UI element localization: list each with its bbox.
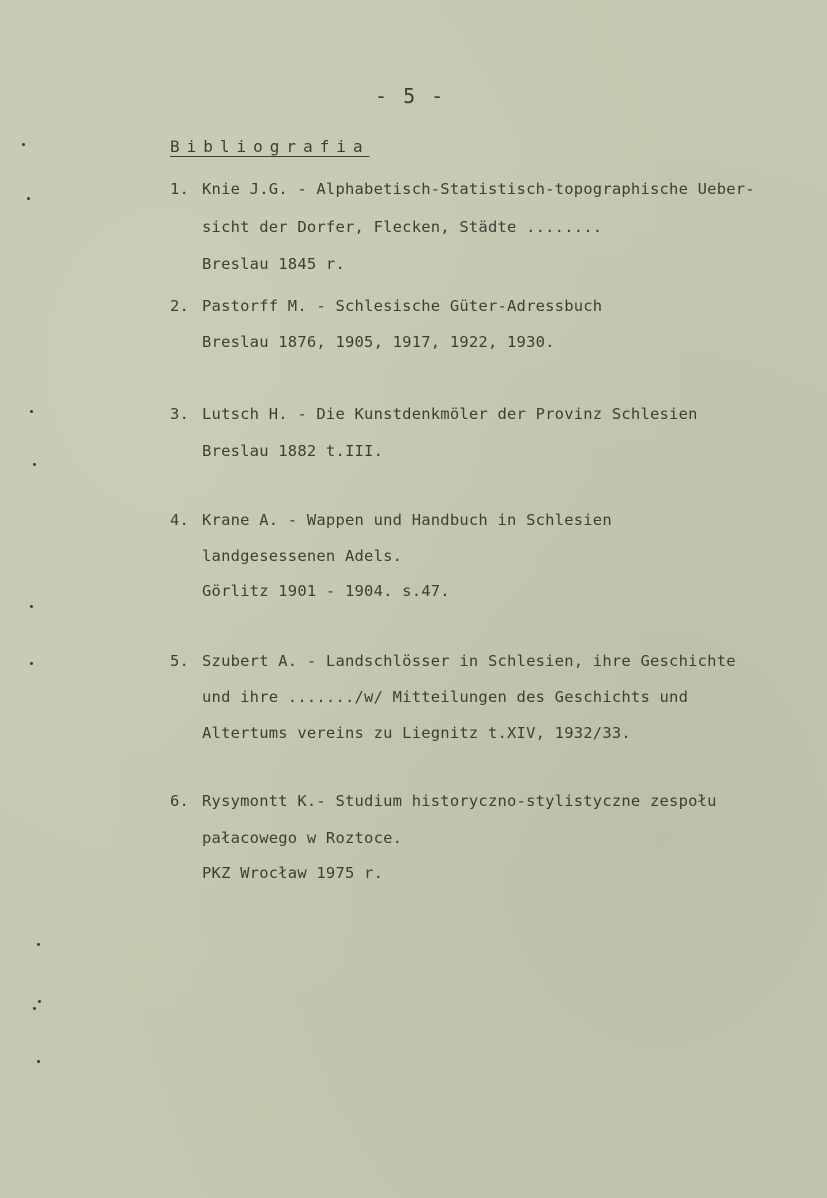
entry-6-line-3: PKZ Wrocław 1975 r.	[202, 864, 384, 882]
entry-1-number: 1.	[170, 180, 190, 198]
margin-mark	[33, 463, 36, 466]
entry-5-number: 5.	[170, 652, 190, 670]
bibliography-title: Bibliografia	[170, 137, 370, 156]
entry-1-line-2: sicht der Dorfer, Flecken, Städte ........	[202, 218, 603, 236]
page-number: - 5 -	[375, 84, 446, 108]
margin-mark	[22, 143, 25, 146]
entry-4-number: 4.	[170, 511, 190, 529]
entry-1-line-1: Knie J.G. - Alphabetisch-Statistisch-topographische Ueber-	[202, 180, 755, 198]
margin-mark	[30, 605, 33, 608]
entry-5-line-3: Altertums vereins zu Liegnitz t.XIV, 1932/33.	[202, 724, 631, 742]
entry-4-line-2: landgesessenen Adels.	[202, 547, 403, 565]
margin-mark	[30, 662, 33, 665]
entry-4-line-1: Krane A. - Wappen und Handbuch in Schlesien	[202, 511, 612, 529]
entry-2-line-1: Pastorff M. - Schlesische Güter-Adressbuch	[202, 297, 603, 315]
margin-mark	[33, 1007, 36, 1010]
entry-1-line-3: Breslau 1845 r.	[202, 255, 345, 273]
entry-6-number: 6.	[170, 792, 190, 810]
entry-3-line-1: Lutsch H. - Die Kunstdenkmöler der Provinz Schlesien	[202, 405, 698, 423]
entry-5-line-1: Szubert A. - Landschlösser in Schlesien, ihre Geschichte	[202, 652, 736, 670]
entry-6-line-2: pałacowego w Roztoce.	[202, 829, 403, 847]
entry-2-line-2: Breslau 1876, 1905, 1917, 1922, 1930.	[202, 333, 555, 351]
entry-5-line-2: und ihre ......./w/ Mitteilungen des Geschichts und	[202, 688, 689, 706]
margin-mark	[37, 943, 40, 946]
margin-mark	[38, 1000, 41, 1003]
entry-4-line-3: Görlitz 1901 - 1904. s.47.	[202, 582, 450, 600]
margin-mark	[37, 1060, 40, 1063]
margin-mark	[27, 197, 30, 200]
margin-mark	[30, 410, 33, 413]
entry-3-line-2: Breslau 1882 t.III.	[202, 442, 384, 460]
entry-6-line-1: Rysymontt K.- Studium historyczno-stylistyczne zespołu	[202, 792, 717, 810]
entry-2-number: 2.	[170, 297, 190, 315]
entry-3-number: 3.	[170, 405, 190, 423]
